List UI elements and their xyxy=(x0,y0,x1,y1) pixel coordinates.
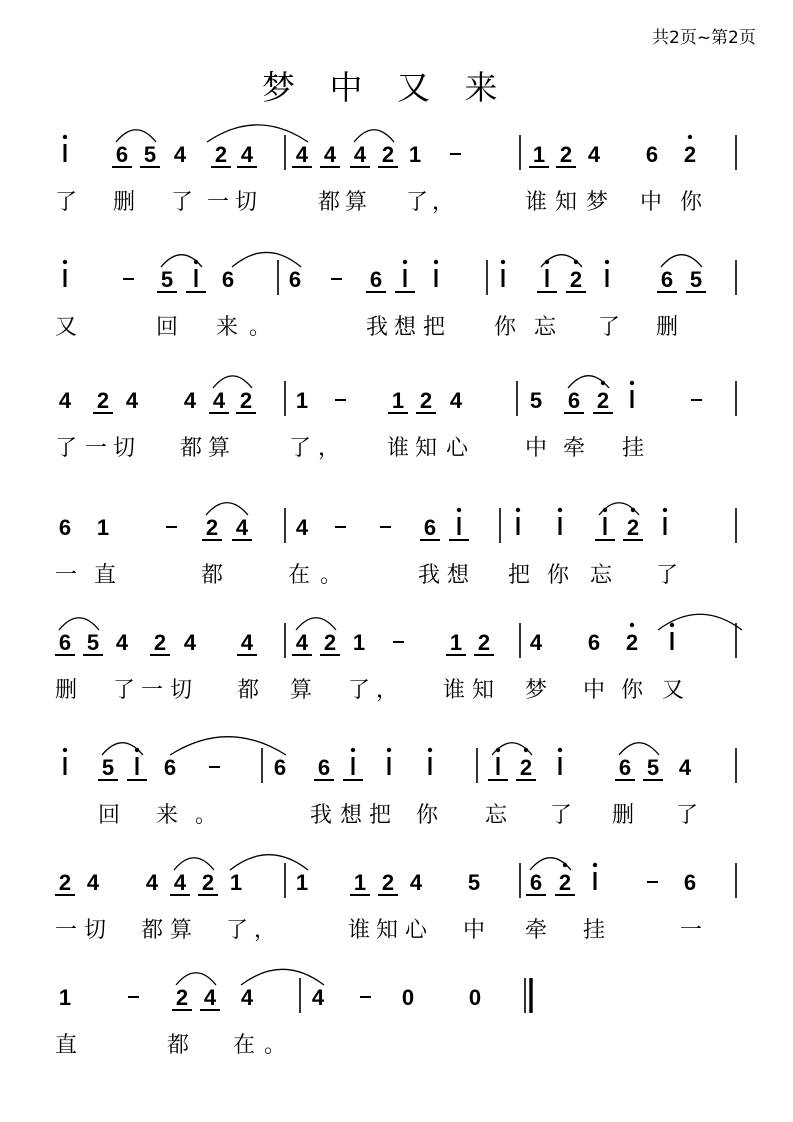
lyric-char: 你 xyxy=(621,678,644,703)
lyric-char: 算 xyxy=(345,190,368,215)
lyric-char: 你 xyxy=(494,315,517,340)
octave-dot xyxy=(428,748,432,752)
octave-dot xyxy=(630,623,634,627)
lyric-char: 牵 xyxy=(563,436,586,461)
lyric-char: 了 xyxy=(55,190,78,215)
tie-slur xyxy=(599,503,639,515)
octave-dot xyxy=(558,748,562,752)
note: 2 xyxy=(381,870,395,895)
note: 6 xyxy=(163,755,177,780)
note: 2 xyxy=(381,142,395,167)
lyric-char: 我 xyxy=(418,563,441,588)
tie-slur xyxy=(241,969,324,985)
note: 5 xyxy=(467,870,481,895)
lyric-char: 删 xyxy=(113,190,136,215)
lyric-char: 谁 xyxy=(348,918,371,943)
lyric-char: 切 xyxy=(170,678,193,703)
note: 6 xyxy=(529,870,543,895)
lyric-char: 一 xyxy=(141,678,164,703)
lyric-char: 心 xyxy=(446,436,469,461)
octave-dot xyxy=(670,623,674,627)
note: 6 xyxy=(115,142,129,167)
note: 2 xyxy=(58,870,72,895)
note: 1 xyxy=(58,985,72,1010)
note: 6 xyxy=(221,267,235,292)
lyric-char: 中 xyxy=(463,918,486,943)
lyric-char: 了 xyxy=(226,918,249,943)
lyric-char: 牵 xyxy=(525,918,548,943)
note: 4 xyxy=(183,630,197,655)
note: 2 xyxy=(419,388,433,413)
note: 2 xyxy=(96,388,110,413)
note: 2 xyxy=(596,388,610,413)
note: 1 xyxy=(295,388,309,413)
note: 4 xyxy=(529,630,543,655)
note: 2 xyxy=(153,630,167,655)
note: 1 xyxy=(229,870,243,895)
note: 1 xyxy=(391,388,405,413)
tie-slur xyxy=(102,743,143,755)
note: 6 xyxy=(288,267,302,292)
note: 4 xyxy=(145,870,159,895)
lyric-char: 想 xyxy=(340,803,363,828)
tie-slur xyxy=(661,255,702,267)
note: 4 xyxy=(240,630,254,655)
lyric-char: 。 xyxy=(264,1033,287,1058)
page-indicator: 共2页~第2页 xyxy=(652,28,756,48)
octave-dot xyxy=(558,508,562,512)
tie-slur xyxy=(206,503,248,515)
lyric-char: 挂 xyxy=(583,918,606,943)
note: 2 xyxy=(683,142,697,167)
lyric-char: 都 xyxy=(141,918,164,943)
lyric-char: 把 xyxy=(423,315,446,340)
tie-slur xyxy=(174,858,214,870)
note: 4 xyxy=(295,515,309,540)
note: 6 xyxy=(587,630,601,655)
lyric-char: 了 xyxy=(113,678,136,703)
octave-dot xyxy=(501,260,505,264)
lyric-char: ， xyxy=(376,678,399,703)
lyric-char: 你 xyxy=(416,803,439,828)
lyric-char: 我 xyxy=(310,803,333,828)
note: 4 xyxy=(295,142,309,167)
note: 2 xyxy=(323,630,337,655)
lyric-char: 把 xyxy=(508,563,531,588)
lyric-char: 梦 xyxy=(525,678,548,703)
tie-slur xyxy=(354,130,394,142)
note: 1 xyxy=(352,630,366,655)
note: 5 xyxy=(101,755,115,780)
lyric-char: 了 xyxy=(676,803,699,828)
tie-slur xyxy=(207,125,308,142)
lyric-char: 一 xyxy=(680,918,703,943)
lyric-char: 。 xyxy=(195,803,218,828)
note: 2 xyxy=(625,630,639,655)
lyric-char: 切 xyxy=(235,190,258,215)
octave-dot xyxy=(403,260,407,264)
note: 6 xyxy=(58,515,72,540)
note: 1 xyxy=(532,142,546,167)
lyric-char: 了 xyxy=(171,190,194,215)
note: 2 xyxy=(205,515,219,540)
lyric-char: 中 xyxy=(583,678,606,703)
lyric-char: 谁 xyxy=(443,678,466,703)
note: 4 xyxy=(115,630,129,655)
lyric-char: 算 xyxy=(208,436,231,461)
octave-dot xyxy=(593,863,597,867)
tie-slur xyxy=(530,858,571,870)
note: 5 xyxy=(529,388,543,413)
lyric-char: 了 xyxy=(598,315,621,340)
note: 1 xyxy=(96,515,110,540)
tie-slur xyxy=(176,973,216,985)
tie-slur xyxy=(161,255,202,267)
note: 5 xyxy=(689,267,703,292)
octave-dot xyxy=(663,508,667,512)
octave-dot xyxy=(63,260,67,264)
note: 4 xyxy=(678,755,692,780)
note: 5 xyxy=(160,267,174,292)
note: 2 xyxy=(559,142,573,167)
octave-dot xyxy=(605,260,609,264)
lyric-char: 想 xyxy=(447,563,470,588)
lyric-char: 删 xyxy=(612,803,635,828)
lyric-char: 都 xyxy=(201,563,224,588)
note: 6 xyxy=(645,142,659,167)
note: 5 xyxy=(143,142,157,167)
note: 2 xyxy=(214,142,228,167)
note: 4 xyxy=(240,142,254,167)
tie-slur xyxy=(116,130,156,142)
lyric-char: 删 xyxy=(656,315,679,340)
tie-slur xyxy=(492,743,532,755)
note: 1 xyxy=(353,870,367,895)
note: 6 xyxy=(423,515,437,540)
note: 6 xyxy=(317,755,331,780)
lyric-char: 算 xyxy=(290,678,313,703)
note: 2 xyxy=(477,630,491,655)
lyric-char: 都 xyxy=(180,436,203,461)
lyric-char: 。 xyxy=(320,563,343,588)
tie-slur xyxy=(232,252,301,267)
note: 2 xyxy=(569,267,583,292)
note: 1 xyxy=(449,630,463,655)
lyric-char: 算 xyxy=(170,918,193,943)
note: 4 xyxy=(323,142,337,167)
note: 2 xyxy=(239,388,253,413)
octave-dot xyxy=(457,508,461,512)
note: 6 xyxy=(58,630,72,655)
note: 4 xyxy=(311,985,325,1010)
note: 6 xyxy=(683,870,697,895)
lyric-char: 回 xyxy=(156,315,179,340)
lyric-char: ， xyxy=(318,436,341,461)
lyric-char: 把 xyxy=(369,803,392,828)
lyric-char: 你 xyxy=(680,190,703,215)
lyric-char: 挂 xyxy=(622,436,645,461)
lyric-char: 了 xyxy=(348,678,371,703)
note: 4 xyxy=(173,142,187,167)
tie-slur xyxy=(296,618,336,630)
note: 4 xyxy=(125,388,139,413)
note: 4 xyxy=(86,870,100,895)
lyric-char: 了 xyxy=(406,190,429,215)
octave-dot xyxy=(351,748,355,752)
note: 4 xyxy=(240,985,254,1010)
note: 5 xyxy=(646,755,660,780)
lyric-char: 都 xyxy=(167,1033,190,1058)
note: 4 xyxy=(235,515,249,540)
tie-slur xyxy=(568,376,609,388)
lyric-char: 都 xyxy=(318,190,341,215)
tie-slur xyxy=(170,737,286,755)
lyric-char: 在 xyxy=(233,1033,256,1058)
lyric-char: 一 xyxy=(55,918,78,943)
note: 0 xyxy=(468,985,482,1010)
lyric-char: 切 xyxy=(84,918,107,943)
tie-slur xyxy=(541,255,582,267)
lyric-char: 了 xyxy=(289,436,312,461)
note: 6 xyxy=(273,755,287,780)
note: 1 xyxy=(295,870,309,895)
lyric-char: 在 xyxy=(288,563,311,588)
lyric-char: 了 xyxy=(550,803,573,828)
lyric-char: 我 xyxy=(366,315,389,340)
tie-slur xyxy=(658,614,742,630)
tie-slur xyxy=(230,855,308,870)
note: 4 xyxy=(295,630,309,655)
note: 6 xyxy=(660,267,674,292)
lyric-char: 想 xyxy=(394,315,417,340)
tie-slur xyxy=(619,743,659,755)
lyric-char: 谁 xyxy=(387,436,410,461)
lyric-char: 删 xyxy=(55,678,78,703)
note: 4 xyxy=(212,388,226,413)
tie-slur xyxy=(213,376,252,388)
lyric-char: 知 xyxy=(376,918,399,943)
lyric-char: 又 xyxy=(55,315,78,340)
tie-slur xyxy=(59,618,99,630)
lyric-char: 一 xyxy=(55,563,78,588)
lyric-char: 来 xyxy=(216,315,239,340)
octave-dot xyxy=(63,748,67,752)
note: 2 xyxy=(519,755,533,780)
song-title: 梦 中 又 来 xyxy=(262,68,510,107)
note: 0 xyxy=(401,985,415,1010)
lyric-char: 知 xyxy=(472,678,495,703)
note: 4 xyxy=(409,870,423,895)
note: 2 xyxy=(626,515,640,540)
octave-dot xyxy=(688,135,692,139)
lyric-char: ， xyxy=(432,190,455,215)
note: 6 xyxy=(567,388,581,413)
lyric-char: 又 xyxy=(662,678,685,703)
lyric-char: 一 xyxy=(85,436,108,461)
lyric-char: 来 xyxy=(156,803,179,828)
note: 2 xyxy=(558,870,572,895)
octave-dot xyxy=(516,508,520,512)
lyric-char: 知 xyxy=(415,436,438,461)
note: 5 xyxy=(86,630,100,655)
lyric-char: 一 xyxy=(207,190,230,215)
note: 1 xyxy=(408,142,422,167)
lyric-char: 中 xyxy=(525,436,548,461)
lyric-char: 了 xyxy=(656,563,679,588)
lyric-char: 直 xyxy=(94,563,117,588)
note: 2 xyxy=(201,870,215,895)
note: 4 xyxy=(183,388,197,413)
note: 2 xyxy=(175,985,189,1010)
note: 4 xyxy=(58,388,72,413)
lyric-char: 谁 xyxy=(525,190,548,215)
lyric-char: 忘 xyxy=(590,563,613,588)
lyric-char: 梦 xyxy=(586,190,609,215)
note: 4 xyxy=(173,870,187,895)
lyric-char: ， xyxy=(254,918,277,943)
lyric-char: 了 xyxy=(55,436,78,461)
octave-dot xyxy=(63,135,67,139)
octave-dot xyxy=(387,748,391,752)
lyric-char: 直 xyxy=(55,1033,78,1058)
note: 4 xyxy=(449,388,463,413)
note: 4 xyxy=(587,142,601,167)
octave-dot xyxy=(630,381,634,385)
lyric-char: 知 xyxy=(555,190,578,215)
lyric-char: 切 xyxy=(113,436,136,461)
lyric-char: 忘 xyxy=(485,803,508,828)
lyric-char: 回 xyxy=(98,803,121,828)
lyric-char: 。 xyxy=(249,315,272,340)
note: 4 xyxy=(353,142,367,167)
note: 4 xyxy=(203,985,217,1010)
note: 6 xyxy=(618,755,632,780)
lyric-char: 都 xyxy=(237,678,260,703)
octave-dot xyxy=(434,260,438,264)
lyric-char: 忘 xyxy=(534,315,557,340)
note: 6 xyxy=(369,267,383,292)
lyric-char: 你 xyxy=(547,563,570,588)
lyric-char: 心 xyxy=(405,918,428,943)
lyric-char: 中 xyxy=(640,190,663,215)
